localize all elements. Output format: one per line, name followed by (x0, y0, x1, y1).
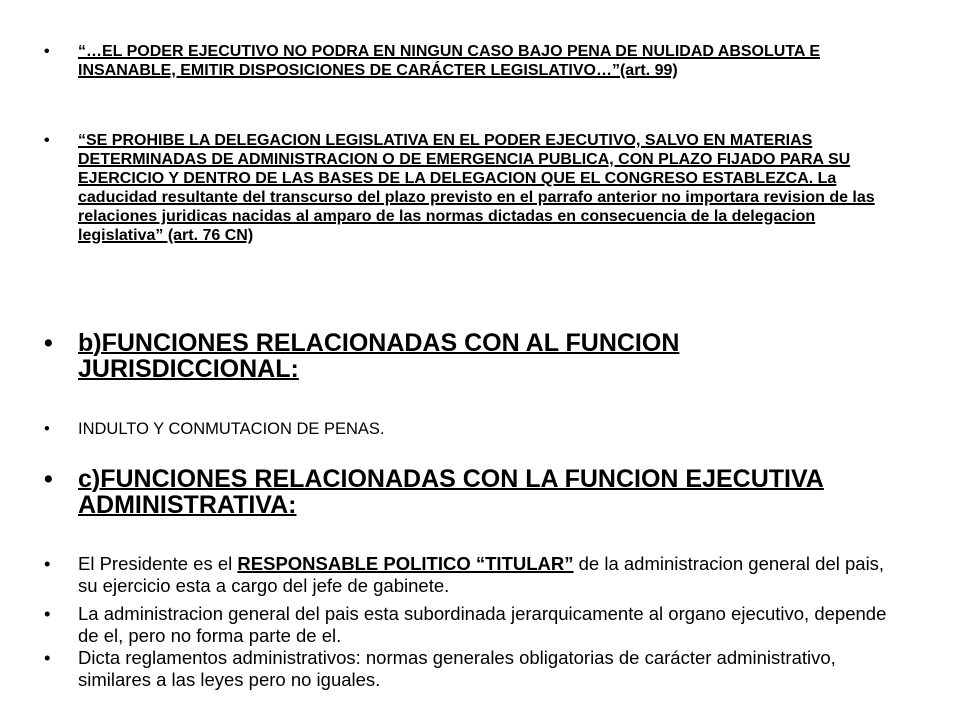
bullet-icon: • (44, 603, 51, 624)
presidente-text-after: de la administracion general del pais, su ejercicio esta a cargo del jefe de gabinete. (78, 553, 885, 596)
indulto-text: INDULTO Y CONMUTACION DE PENAS. (78, 420, 385, 438)
bullet-icon: • (44, 43, 50, 60)
bullet-item-presidente (44, 553, 894, 597)
bullet-icon: • (44, 420, 50, 438)
bullet-icon: • (44, 553, 51, 574)
heading-funciones-jurisdiccionales: b)FUNCIONES RELACIONADAS CON AL FUNCION JURISDICCIONAL: (78, 329, 680, 383)
bullet-item-heading-ejecutiva (44, 466, 894, 518)
bullet-icon: • (44, 132, 50, 149)
bullet-item-administracion (44, 603, 894, 647)
quote-art-76: “SE PROHIBE LA DELEGACION LEGISLATIVA EN EL PODER EJECUTIVO, SALVO EN MATERIAS DETERMINADAS DE ADMINISTRACION O DE EMERGENCIA PUBLICA, CON PLAZO FIJADO PARA SU EJERCICIO Y DENTRO DE LAS BASES DE LA DELEGACION QUE EL CONGRESO ESTABLEZCA. La caducidad resultante del transcurso del plazo previsto en el parrafo anterior no importara revision de las relaciones juridicas nacidas al amparo de las normas dictadas en consecuencia de la delegacion legislativa” (art. 76 CN) (78, 132, 875, 244)
presidente-text-before: El Presidente es el (78, 553, 238, 574)
bullet-icon: • (44, 465, 53, 493)
bullet-item-art-99 (44, 42, 894, 80)
bullet-icon: • (44, 329, 53, 357)
administracion-text: La administracion general del pais esta subordinada jerarquicamente al organo ejecutivo, depende de el, pero no forma parte de el. (78, 603, 887, 646)
quote-art-99: “…EL PODER EJECUTIVO NO PODRA EN NINGUN CASO BAJO PENA DE NULIDAD ABSOLUTA E INSANABLE, EMITIR DISPOSICIONES DE CARÁCTER LEGISLATIVO…”(art. 99) (78, 43, 820, 79)
bullet-item-art-76 (44, 131, 894, 245)
heading-funciones-ejecutivas: c)FUNCIONES RELACIONADAS CON LA FUNCION EJECUTIVA ADMINISTRATIVA: (78, 465, 824, 519)
bullet-item-indulto (44, 418, 894, 440)
presidente-text (78, 553, 894, 597)
bullet-item-heading-jurisdiccional (44, 330, 894, 382)
reglamentos-text: Dicta reglamentos administrativos: normas generales obligatorias de carácter administrativo, similares a las leyes pero no iguales. (78, 647, 836, 690)
bullet-item-reglamentos (44, 647, 894, 691)
responsable-politico-emphasis: RESPONSABLE POLITICO “TITULAR” (237, 553, 574, 574)
bullet-icon: • (44, 647, 51, 668)
